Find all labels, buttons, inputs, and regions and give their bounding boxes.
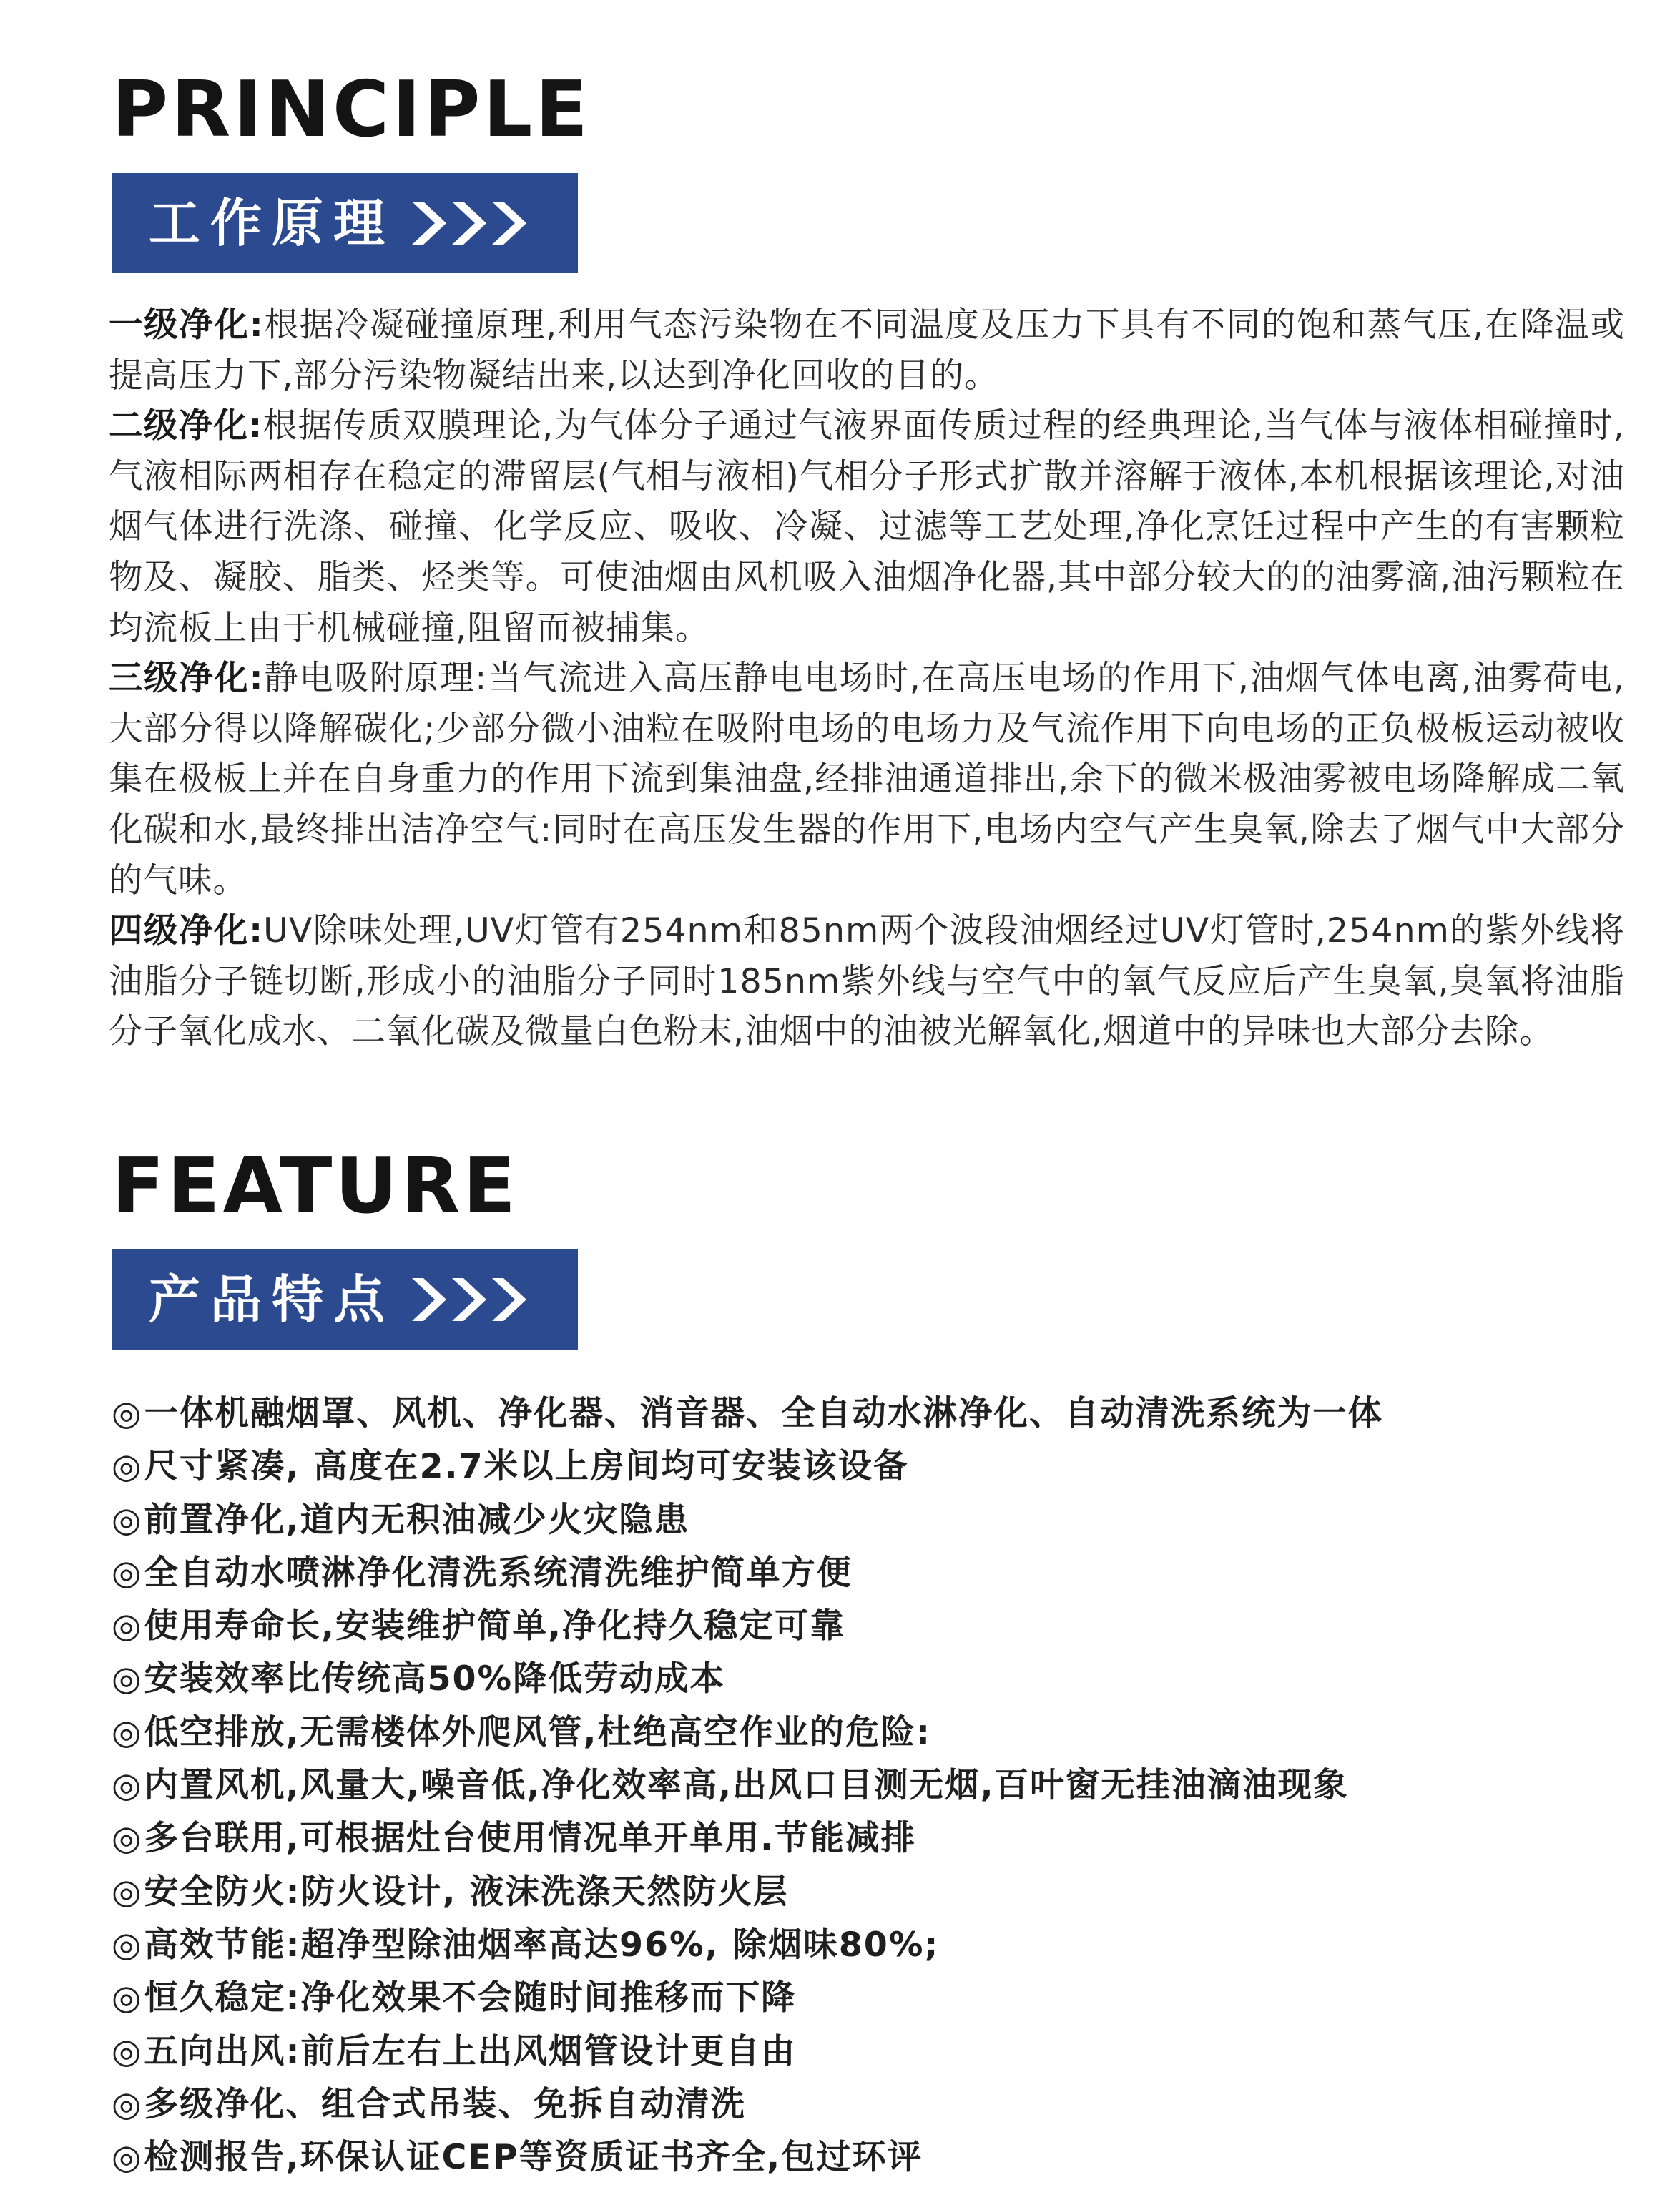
feature-list [112, 1388, 1642, 2184]
double-circle-bullet-icon: ◎ [112, 1553, 143, 1593]
double-circle-bullet-icon: ◎ [112, 1872, 143, 1912]
feature-item [112, 1440, 1642, 1493]
paragraph-heading: 三级净化: [109, 659, 264, 699]
double-circle-bullet-icon: ◎ [112, 1606, 143, 1646]
feature-text: 多级净化、组合式吊装、免拆自动清洗 [144, 2084, 746, 2124]
feature-text: 内置风机,风量大,噪音低,净化效率高,出风口目测无烟,百叶窗无挂油滴油现象 [144, 1766, 1349, 1806]
feature-item [112, 1866, 1642, 1919]
feature-item [112, 2025, 1642, 2078]
feature-item [112, 1707, 1642, 1759]
feature-item [112, 1972, 1642, 2025]
feature-text: 使用寿命长,安装维护简单,净化持久稳定可靠 [144, 1606, 846, 1646]
principle-paragraph-4 [109, 906, 1625, 1058]
principle-paragraph-2 [109, 401, 1625, 654]
principle-paragraph-1 [109, 300, 1625, 401]
feature-text: 安全防火:防火设计, 液沫洗涤天然防火层 [144, 1872, 789, 1912]
feature-text: 尺寸紧凑, 高度在2.7米以上房间均可安装该设备 [144, 1447, 909, 1487]
double-circle-bullet-icon: ◎ [112, 2138, 143, 2178]
feature-item [112, 1388, 1642, 1440]
double-circle-bullet-icon: ◎ [112, 1447, 143, 1487]
paragraph-body: 根据传质双膜理论,为气体分子通过气液界面传质过程的经典理论,当气体与液体相碰撞时,气液相际两相存在稳定的滞留层(气相与液相)气相分子形式扩散并溶解于液体,本机根据该理论,对油烟气体进行洗涤、碰撞、化学反应、吸收、冷凝、过滤等工艺处理,净化烹饪过程中产生的有害颗粒物及、凝胶、脂类、烃类等。可使油烟由风机吸入油烟净化器,其中部分较大的的油雾滴,油污颗粒在均流板上由于机械碰撞,阻留而被捕集。 [109, 406, 1626, 648]
feature-text: 检测报告,环保认证CEP等资质证书齐全,包过环评 [144, 2138, 923, 2178]
feature-text: 高效节能:超净型除油烟率高达96%, 除烟味80%; [144, 1925, 940, 1965]
feature-title: FEATURE [112, 1141, 519, 1231]
feature-text: 多台联用,可根据灶台使用情况单开单用.节能减排 [144, 1819, 917, 1859]
paragraph-body: 静电吸附原理:当气流进入高压静电电场时,在高压电场的作用下,油烟气体电离,油雾荷电,大部分得以降解碳化;少部分微小油粒在吸附电场的电场力及气流作用下向电场的正负极板运动被收集在极板上并在自身重力的作用下流到集油盘,经排油通道排出,余下的微米极油雾被电场降解成二氧化碳和水,最终排出洁净空气:同时在高压发生器的作用下,电场内空气产生臭氧,除去了烟气中大部分的气味。 [109, 659, 1625, 900]
double-circle-bullet-icon: ◎ [112, 1712, 143, 1752]
feature-text: 恒久稳定:净化效果不会随时间推移而下降 [144, 1978, 797, 2018]
feature-item [112, 2131, 1642, 2184]
principle-banner-label: 工作原理 [149, 193, 396, 253]
principle-title: PRINCIPLE [112, 65, 591, 154]
double-circle-bullet-icon: ◎ [112, 1978, 143, 2018]
feature-item [112, 1547, 1642, 1600]
paragraph-heading: 一级净化: [109, 305, 264, 345]
double-circle-bullet-icon: ◎ [112, 1394, 143, 1433]
feature-text: 一体机融烟罩、风机、净化器、消音器、全自动水淋净化、自动清洗系统为一体 [144, 1394, 1383, 1433]
double-circle-bullet-icon: ◎ [112, 1500, 143, 1540]
double-circle-bullet-icon: ◎ [112, 1659, 143, 1699]
double-circle-bullet-icon: ◎ [112, 1925, 143, 1965]
principle-paragraph-3 [109, 654, 1625, 906]
feature-item [112, 1653, 1642, 1706]
paragraph-body: UV除味处理,UV灯管有254nm和85nm两个波段油烟经过UV灯管时,254nm的紫外线将油脂分子链切断,形成小的油脂分子同时185nm紫外线与空气中的氧气反应后产生臭氧,臭氧将油脂分子氧化成水、二氧化碳及微量白色粉末,油烟中的油被光解氧化,烟道中的异味也大部分去除。 [109, 911, 1625, 1052]
paragraph-heading: 二级净化: [109, 406, 263, 446]
feature-text: 全自动水喷淋净化清洗系统清洗维护简单方便 [144, 1553, 853, 1593]
feature-item [112, 2078, 1642, 2131]
triple-chevron-right-icon [412, 197, 532, 249]
feature-item [112, 1600, 1642, 1653]
double-circle-bullet-icon: ◎ [112, 2084, 143, 2124]
triple-chevron-right-icon [412, 1274, 532, 1325]
principle-banner [112, 173, 578, 273]
feature-item [112, 1919, 1642, 1972]
feature-item [112, 1494, 1642, 1547]
paragraph-heading: 四级净化: [109, 911, 264, 951]
double-circle-bullet-icon: ◎ [112, 1766, 143, 1806]
feature-text: 前置净化,道内无积油减少火灾隐患 [144, 1500, 689, 1540]
feature-text: 安装效率比传统高50%降低劳动成本 [144, 1659, 726, 1699]
double-circle-bullet-icon: ◎ [112, 1819, 143, 1859]
feature-item [112, 1812, 1642, 1865]
feature-text: 低空排放,无需楼体外爬风管,杜绝高空作业的危险: [144, 1712, 932, 1752]
paragraph-body: 根据冷凝碰撞原理,利用气态污染物在不同温度及压力下具有不同的饱和蒸气压,在降温或提高压力下,部分污染物凝结出来,以达到净化回收的目的。 [109, 305, 1625, 396]
feature-item [112, 1759, 1642, 1812]
feature-banner-label: 产品特点 [149, 1270, 396, 1330]
double-circle-bullet-icon: ◎ [112, 2031, 143, 2071]
feature-banner [112, 1249, 578, 1350]
principle-text [109, 300, 1625, 1058]
feature-text: 五向出风:前后左右上出风烟管设计更自由 [144, 2031, 797, 2071]
